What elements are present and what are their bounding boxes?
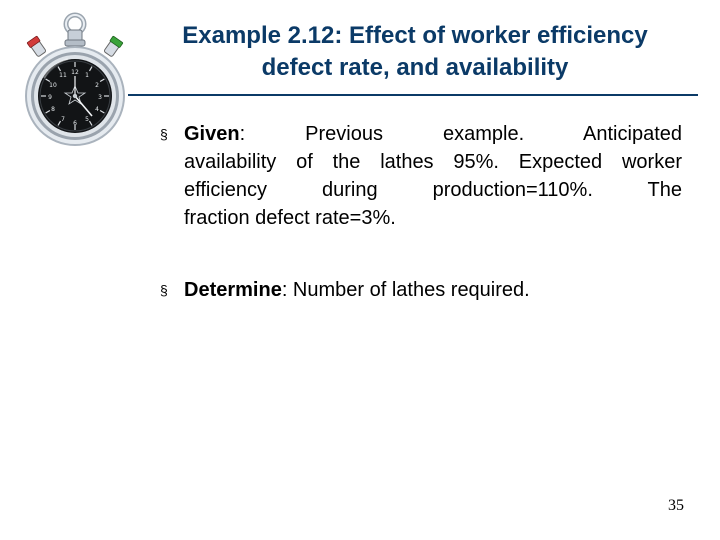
bullet-given-line-3: efficiency during production=110%. The	[184, 179, 682, 201]
bullet-given-line-4: fraction defect rate=3%.	[184, 207, 396, 229]
bullet-given-label: Given	[184, 123, 240, 145]
stopwatch-icon	[20, 12, 130, 150]
svg-text:9: 9	[48, 94, 52, 101]
svg-text:12: 12	[71, 69, 79, 76]
bullet-given-line-2: availability of the lathes 95%. Expected worker	[184, 151, 682, 173]
svg-text:7: 7	[61, 116, 65, 123]
bullet-marker-icon: §	[160, 126, 168, 142]
slide-title	[128, 20, 702, 84]
slide-title-line-2: defect rate, and availability	[261, 54, 569, 81]
svg-text:5: 5	[85, 116, 89, 123]
bullet-determine-label: Determine	[184, 279, 282, 301]
bullet-determine-body: : Number of lathes required.	[281, 279, 530, 301]
slide-title-line-1: Example 2.12: Effect of worker efficiency	[182, 22, 648, 49]
title-divider	[128, 94, 698, 96]
bullet-given-line-1-text: : Previous example. Anticipated	[239, 123, 682, 145]
svg-text:4: 4	[95, 106, 99, 113]
bullet-determine-text	[184, 276, 704, 304]
svg-text:11: 11	[59, 72, 67, 79]
bullet-marker-icon: §	[160, 282, 168, 298]
svg-text:10: 10	[49, 82, 57, 89]
svg-text:8: 8	[51, 106, 55, 113]
bullet-given-text	[184, 120, 682, 232]
svg-text:3: 3	[98, 94, 102, 101]
bullet-given-line-1	[184, 120, 682, 148]
svg-text:6: 6	[73, 120, 77, 127]
page-number: 35	[668, 497, 684, 514]
svg-text:2: 2	[95, 82, 99, 89]
svg-text:1: 1	[85, 72, 89, 79]
